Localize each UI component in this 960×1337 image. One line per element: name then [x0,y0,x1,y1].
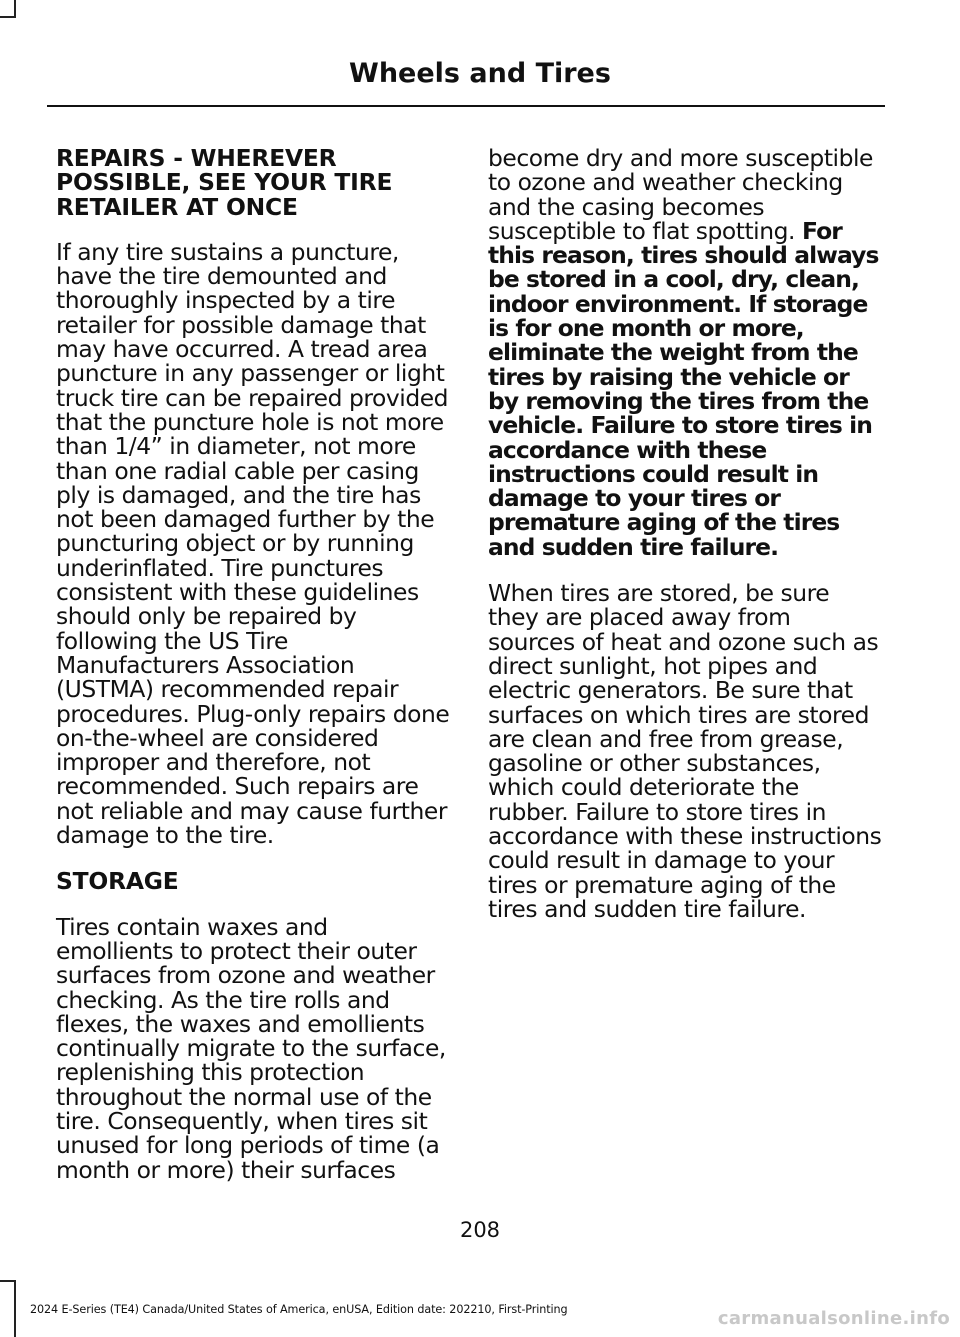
header-divider [47,105,885,107]
crop-mark-bottom-left-horizontal [0,1280,16,1282]
page-section-title: Wheels and Tires [349,58,611,89]
crop-mark-top-left-horizontal [0,16,16,18]
storage-heading: STORAGE [56,867,179,896]
storage-paragraph-start: Tires contain waxes and emollients to protect their outer surfaces from ozone and weather checking. As the tire rolls and flexes, the waxes and emollients continually migrate to the surface, replenishing this protection throughout the normal use of the tire. Consequently, when tires sit unused for long periods of time (a month or more) their surfaces [56,912,446,1184]
repairs-heading: REPAIRS - WHEREVER POSSIBLE, SEE YOUR TIRE RETAILER AT ONCE [56,144,393,221]
repairs-paragraph: If any tire sustains a puncture, have the tire demounted and thoroughly inspected by a tire retailer for possible damage that may have occurred. A tread area puncture in any passenger or light truck tire can be repaired provided that the puncture hole is not more than 1/4” in diameter, not more than one radial cable per casing ply is damaged, and the tire has not been damaged further by the puncturing object or by running underinflated. Tire punctures consistent with these guidelines should only be repaired by following the US Tire Manufacturers Association (USTMA) recommended repair procedures. Plug-only repairs done on-the-wheel are considered improper and therefore, not recommended. Such repairs are not reliable and may cause further damage to the tire. [56,237,450,850]
watermark: carmanualsonline.info [717,1308,950,1329]
stored-tires-paragraph: When tires are stored, be sure they are placed away from sources of heat and ozone such as direct sunlight, hot pipes and electric generators. Be sure that surfaces on which tires are stored are clean and free from grease, gasoline or other substances, which could deteriorate the rubber. Failure to store tires in accordance with these instructions could result in damage to your tires or premature aging of the tires and sudden tire failure. [488,579,882,923]
page-number: 208 [459,1218,501,1242]
crop-mark-bottom-left-vertical [14,1280,16,1337]
storage-text-continued: become dry and more susceptible to ozone and weather checking and the casing becomes susceptible to flat spotting. [488,144,873,245]
storage-paragraph-continued [488,146,884,559]
left-column [56,146,450,1204]
footer-edition-info: 2024 E-Series (TE4) Canada/United States of America, enUSA, Edition date: 202210, First-Printing [30,1303,568,1316]
right-column [488,146,884,943]
storage-warning-bold: For this reason, tires should always be stored in a cool, dry, clean, indoor environment. If storage is for one month or more, eliminate the weight from the tires by raising the vehicle or by removing the tires from the vehicle. Failure to store tires in accordance with these instructions could result in damage to your tires or premature aging of the tires and sudden tire failure. [488,216,879,561]
